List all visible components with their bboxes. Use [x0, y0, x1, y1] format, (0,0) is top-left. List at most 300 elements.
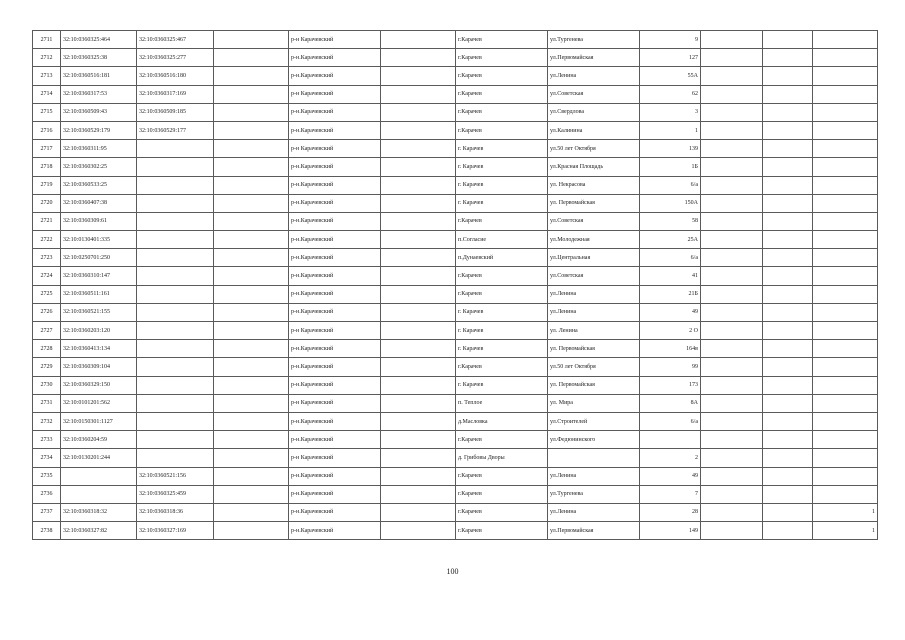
table-row [33, 49, 878, 67]
cadastral-number-cell: 32:10:0360204:59 [61, 431, 137, 449]
blank-column-2-cell [381, 376, 456, 394]
street-cell: ул.Советская [548, 85, 640, 103]
settlement-cell: г.Карачев [456, 485, 548, 503]
table-row [33, 212, 878, 230]
settlement-cell: д.Масловка [456, 412, 548, 430]
parent-cadastral-number-cell [137, 194, 214, 212]
district-cell: р-н.Карачевский [289, 485, 381, 503]
cadastral-number-cell: 32:10:0360318:32 [61, 503, 137, 521]
street-cell: ул.Свердлова [548, 103, 640, 121]
street-cell: ул. Первомайская [548, 376, 640, 394]
house-number-cell: 164в [640, 340, 701, 358]
table-row [33, 431, 878, 449]
blank-column-cell [214, 394, 289, 412]
settlement-cell: п.Согласие [456, 231, 548, 249]
cadastral-number-cell: 32:10:0360329:150 [61, 376, 137, 394]
extra-column-2-cell [763, 194, 813, 212]
blank-column-cell [214, 467, 289, 485]
blank-column-2-cell [381, 412, 456, 430]
extra-column-2-cell [763, 376, 813, 394]
blank-column-cell [214, 67, 289, 85]
parent-cadastral-number-cell [137, 358, 214, 376]
street-cell: ул.Советская [548, 212, 640, 230]
street-cell: ул. Ленина [548, 322, 640, 340]
house-number-cell: 41 [640, 267, 701, 285]
settlement-cell: г.Карачев [456, 49, 548, 67]
quantity-cell [813, 376, 878, 394]
blank-column-2-cell [381, 503, 456, 521]
house-number-cell: 7 [640, 485, 701, 503]
blank-column-2-cell [381, 194, 456, 212]
parent-cadastral-number-cell [137, 158, 214, 176]
cadastral-number-cell: 32:10:0360533:25 [61, 176, 137, 194]
street-cell [548, 449, 640, 467]
blank-column-cell [214, 522, 289, 540]
quantity-cell [813, 431, 878, 449]
street-cell: ул.Ленина [548, 67, 640, 85]
cadastral-number-cell: 32:10:0360203:120 [61, 322, 137, 340]
extra-column-1-cell [701, 67, 763, 85]
blank-column-2-cell [381, 140, 456, 158]
house-number-cell: 25А [640, 231, 701, 249]
table-row [33, 67, 878, 85]
street-cell: ул.Ленина [548, 285, 640, 303]
district-cell: р-н.Карачевский [289, 503, 381, 521]
extra-column-1-cell [701, 103, 763, 121]
cadastral-number-cell: 32:10:0360327:82 [61, 522, 137, 540]
settlement-cell: д. Грибовы Дворы [456, 449, 548, 467]
blank-column-cell [214, 303, 289, 321]
row-number-cell: 2719 [33, 176, 61, 194]
district-cell: р-н.Карачевский [289, 285, 381, 303]
blank-column-2-cell [381, 49, 456, 67]
house-number-cell: 28 [640, 503, 701, 521]
row-number-cell: 2729 [33, 358, 61, 376]
district-cell: р-н Карачевский [289, 394, 381, 412]
parent-cadastral-number-cell: 32:10:0360318:36 [137, 503, 214, 521]
parent-cadastral-number-cell [137, 303, 214, 321]
row-number-cell: 2713 [33, 67, 61, 85]
extra-column-1-cell [701, 212, 763, 230]
blank-column-cell [214, 249, 289, 267]
extra-column-2-cell [763, 522, 813, 540]
blank-column-2-cell [381, 267, 456, 285]
table-row [33, 412, 878, 430]
table-row [33, 449, 878, 467]
cadastral-number-cell: 32:10:0360511:161 [61, 285, 137, 303]
blank-column-cell [214, 85, 289, 103]
district-cell: р-н Карачевский [289, 85, 381, 103]
blank-column-cell [214, 194, 289, 212]
street-cell: ул.Советская [548, 267, 640, 285]
blank-column-2-cell [381, 431, 456, 449]
extra-column-1-cell [701, 303, 763, 321]
district-cell: р-н.Карачевский [289, 103, 381, 121]
table-body [33, 31, 878, 540]
street-cell: ул.Федюнинского [548, 431, 640, 449]
parent-cadastral-number-cell [137, 249, 214, 267]
row-number-cell: 2725 [33, 285, 61, 303]
table-row [33, 31, 878, 49]
extra-column-1-cell [701, 285, 763, 303]
table-row [33, 376, 878, 394]
extra-column-1-cell [701, 449, 763, 467]
house-number-cell: 62 [640, 85, 701, 103]
extra-column-1-cell [701, 340, 763, 358]
table-row [33, 85, 878, 103]
street-cell: ул.Калинина [548, 121, 640, 139]
quantity-cell [813, 140, 878, 158]
house-number-cell: 21Б [640, 285, 701, 303]
house-number-cell: 139 [640, 140, 701, 158]
extra-column-2-cell [763, 449, 813, 467]
district-cell: р-н.Карачевский [289, 358, 381, 376]
row-number-cell: 2728 [33, 340, 61, 358]
blank-column-cell [214, 340, 289, 358]
quantity-cell [813, 449, 878, 467]
district-cell: р-н.Карачевский [289, 158, 381, 176]
parent-cadastral-number-cell [137, 140, 214, 158]
row-number-cell: 2727 [33, 322, 61, 340]
row-number-cell: 2726 [33, 303, 61, 321]
settlement-cell: г. Карачев [456, 340, 548, 358]
district-cell: р-н.Карачевский [289, 176, 381, 194]
row-number-cell: 2711 [33, 31, 61, 49]
quantity-cell [813, 85, 878, 103]
blank-column-2-cell [381, 449, 456, 467]
table-row [33, 522, 878, 540]
table-row [33, 467, 878, 485]
extra-column-2-cell [763, 67, 813, 85]
quantity-cell [813, 212, 878, 230]
quantity-cell [813, 121, 878, 139]
settlement-cell: п. Теплое [456, 394, 548, 412]
blank-column-2-cell [381, 249, 456, 267]
extra-column-1-cell [701, 394, 763, 412]
settlement-cell: г. Карачев [456, 322, 548, 340]
extra-column-2-cell [763, 431, 813, 449]
blank-column-cell [214, 176, 289, 194]
extra-column-1-cell [701, 522, 763, 540]
cadastral-number-cell: 32:10:0360516:181 [61, 67, 137, 85]
blank-column-cell [214, 285, 289, 303]
blank-column-cell [214, 49, 289, 67]
parent-cadastral-number-cell: 32:10:0360529:177 [137, 121, 214, 139]
cadastral-number-cell: 32:10:0360529:179 [61, 121, 137, 139]
quantity-cell [813, 485, 878, 503]
settlement-cell: г.Карачев [456, 267, 548, 285]
district-cell: р-н.Карачевский [289, 376, 381, 394]
house-number-cell: 2 [640, 449, 701, 467]
extra-column-2-cell [763, 267, 813, 285]
house-number-cell: 58 [640, 212, 701, 230]
blank-column-2-cell [381, 158, 456, 176]
blank-column-cell [214, 412, 289, 430]
blank-column-cell [214, 121, 289, 139]
table-row [33, 303, 878, 321]
street-cell: ул.Молодежная [548, 231, 640, 249]
settlement-cell: г.Карачев [456, 467, 548, 485]
table-row [33, 176, 878, 194]
district-cell: р-н Карачевский [289, 31, 381, 49]
street-cell: ул.50 лет Октября [548, 358, 640, 376]
row-number-cell: 2732 [33, 412, 61, 430]
house-number-cell: 149 [640, 522, 701, 540]
house-number-cell: 49 [640, 303, 701, 321]
extra-column-2-cell [763, 467, 813, 485]
parent-cadastral-number-cell [137, 376, 214, 394]
extra-column-2-cell [763, 212, 813, 230]
table-row [33, 322, 878, 340]
blank-column-2-cell [381, 394, 456, 412]
extra-column-1-cell [701, 358, 763, 376]
extra-column-2-cell [763, 176, 813, 194]
extra-column-1-cell [701, 49, 763, 67]
blank-column-cell [214, 376, 289, 394]
blank-column-2-cell [381, 522, 456, 540]
quantity-cell [813, 322, 878, 340]
table-row [33, 285, 878, 303]
table-row [33, 194, 878, 212]
cadastral-number-cell: 32:10:0101201:562 [61, 394, 137, 412]
blank-column-2-cell [381, 231, 456, 249]
street-cell: ул.Центральная [548, 249, 640, 267]
district-cell: р-н.Карачевский [289, 49, 381, 67]
district-cell: р-н.Карачевский [289, 412, 381, 430]
district-cell: р-н.Карачевский [289, 340, 381, 358]
table-row [33, 103, 878, 121]
table-row [33, 485, 878, 503]
extra-column-2-cell [763, 358, 813, 376]
settlement-cell: г.Карачев [456, 31, 548, 49]
parent-cadastral-number-cell [137, 431, 214, 449]
street-cell: ул.Ленина [548, 467, 640, 485]
district-cell: р-н.Карачевский [289, 67, 381, 85]
district-cell: р-н.Карачевский [289, 121, 381, 139]
extra-column-2-cell [763, 49, 813, 67]
extra-column-2-cell [763, 140, 813, 158]
blank-column-cell [214, 503, 289, 521]
district-cell: р-н.Карачевский [289, 249, 381, 267]
house-number-cell: 99 [640, 358, 701, 376]
table-row [33, 503, 878, 521]
cadastral-number-cell: 32:10:0360309:104 [61, 358, 137, 376]
quantity-cell [813, 412, 878, 430]
house-number-cell: 6/а [640, 412, 701, 430]
parent-cadastral-number-cell: 32:10:0360325:467 [137, 31, 214, 49]
row-number-cell: 2716 [33, 121, 61, 139]
blank-column-cell [214, 31, 289, 49]
settlement-cell: г.Карачев [456, 431, 548, 449]
row-number-cell: 2738 [33, 522, 61, 540]
house-number-cell [640, 431, 701, 449]
blank-column-2-cell [381, 303, 456, 321]
street-cell: ул.50 лет Октября [548, 140, 640, 158]
settlement-cell: г.Карачев [456, 212, 548, 230]
district-cell: р-н Карачевский [289, 449, 381, 467]
quantity-cell [813, 158, 878, 176]
cadastral-number-cell: 32:10:0360317:53 [61, 85, 137, 103]
district-cell: р-н.Карачевский [289, 212, 381, 230]
extra-column-2-cell [763, 158, 813, 176]
quantity-cell [813, 467, 878, 485]
extra-column-1-cell [701, 267, 763, 285]
settlement-cell: г. Карачев [456, 194, 548, 212]
cadastral-number-cell: 32:10:0360309:61 [61, 212, 137, 230]
settlement-cell: г.Карачев [456, 358, 548, 376]
row-number-cell: 2733 [33, 431, 61, 449]
extra-column-2-cell [763, 85, 813, 103]
row-number-cell: 2734 [33, 449, 61, 467]
cadastral-number-cell: 32:10:0360311:95 [61, 140, 137, 158]
blank-column-2-cell [381, 121, 456, 139]
row-number-cell: 2736 [33, 485, 61, 503]
extra-column-1-cell [701, 249, 763, 267]
settlement-cell: п.Дунаевский [456, 249, 548, 267]
house-number-cell: 9 [640, 31, 701, 49]
extra-column-2-cell [763, 103, 813, 121]
row-number-cell: 2737 [33, 503, 61, 521]
house-number-cell: 3 [640, 103, 701, 121]
table-row [33, 394, 878, 412]
extra-column-1-cell [701, 85, 763, 103]
extra-column-2-cell [763, 340, 813, 358]
parent-cadastral-number-cell: 32:10:0360327:169 [137, 522, 214, 540]
blank-column-cell [214, 267, 289, 285]
quantity-cell [813, 249, 878, 267]
table-row [33, 358, 878, 376]
extra-column-2-cell [763, 394, 813, 412]
extra-column-2-cell [763, 503, 813, 521]
table-row [33, 340, 878, 358]
cadastral-number-cell: 32:10:0250701:250 [61, 249, 137, 267]
cadastral-number-cell: 32:10:0360521:155 [61, 303, 137, 321]
house-number-cell: 8А [640, 394, 701, 412]
quantity-cell [813, 103, 878, 121]
row-number-cell: 2717 [33, 140, 61, 158]
district-cell: р-н Карачевский [289, 140, 381, 158]
quantity-cell [813, 340, 878, 358]
row-number-cell: 2735 [33, 467, 61, 485]
settlement-cell: г.Карачев [456, 85, 548, 103]
cadastral-number-cell: 32:10:0360413:134 [61, 340, 137, 358]
row-number-cell: 2723 [33, 249, 61, 267]
table-row [33, 231, 878, 249]
house-number-cell: 6/а [640, 249, 701, 267]
quantity-cell [813, 285, 878, 303]
settlement-cell: г.Карачев [456, 67, 548, 85]
blank-column-cell [214, 212, 289, 230]
settlement-cell: г. Карачев [456, 176, 548, 194]
row-number-cell: 2712 [33, 49, 61, 67]
cadastral-number-cell: 32:10:0130201:244 [61, 449, 137, 467]
street-cell: ул.Красная Площадь [548, 158, 640, 176]
parent-cadastral-number-cell [137, 176, 214, 194]
parent-cadastral-number-cell [137, 212, 214, 230]
district-cell: р-н.Карачевский [289, 231, 381, 249]
blank-column-cell [214, 158, 289, 176]
cadastral-number-cell: 32:10:0150301:1127 [61, 412, 137, 430]
extra-column-1-cell [701, 121, 763, 139]
settlement-cell: г.Карачев [456, 103, 548, 121]
parent-cadastral-number-cell [137, 322, 214, 340]
blank-column-cell [214, 231, 289, 249]
settlement-cell: г. Карачев [456, 140, 548, 158]
parent-cadastral-number-cell: 32:10:0360325:277 [137, 49, 214, 67]
extra-column-1-cell [701, 467, 763, 485]
registry-table [32, 30, 878, 540]
cadastral-number-cell: 32:10:0360509:43 [61, 103, 137, 121]
house-number-cell: 127 [640, 49, 701, 67]
blank-column-2-cell [381, 212, 456, 230]
extra-column-1-cell [701, 158, 763, 176]
blank-column-2-cell [381, 176, 456, 194]
house-number-cell: 1Б [640, 158, 701, 176]
house-number-cell: 49 [640, 467, 701, 485]
row-number-cell: 2714 [33, 85, 61, 103]
extra-column-1-cell [701, 31, 763, 49]
parent-cadastral-number-cell [137, 285, 214, 303]
blank-column-2-cell [381, 485, 456, 503]
blank-column-2-cell [381, 322, 456, 340]
settlement-cell: г. Карачев [456, 303, 548, 321]
house-number-cell: 6/а [640, 176, 701, 194]
extra-column-2-cell [763, 231, 813, 249]
extra-column-2-cell [763, 121, 813, 139]
row-number-cell: 2731 [33, 394, 61, 412]
table-row [33, 121, 878, 139]
row-number-cell: 2722 [33, 231, 61, 249]
blank-column-2-cell [381, 85, 456, 103]
street-cell: ул.Строителей [548, 412, 640, 430]
extra-column-1-cell [701, 485, 763, 503]
house-number-cell: 173 [640, 376, 701, 394]
district-cell: р-н.Карачевский [289, 303, 381, 321]
cadastral-number-cell [61, 485, 137, 503]
extra-column-2-cell [763, 303, 813, 321]
street-cell: ул. Первомайская [548, 340, 640, 358]
street-cell: ул.Первомайская [548, 49, 640, 67]
extra-column-2-cell [763, 285, 813, 303]
extra-column-1-cell [701, 231, 763, 249]
cadastral-number-cell: 32:10:0360407:38 [61, 194, 137, 212]
row-number-cell: 2724 [33, 267, 61, 285]
extra-column-1-cell [701, 176, 763, 194]
house-number-cell: 2 О [640, 322, 701, 340]
quantity-cell: 1 [813, 522, 878, 540]
extra-column-1-cell [701, 412, 763, 430]
parent-cadastral-number-cell: 32:10:0360516:180 [137, 67, 214, 85]
parent-cadastral-number-cell: 32:10:0360509:185 [137, 103, 214, 121]
parent-cadastral-number-cell [137, 449, 214, 467]
parent-cadastral-number-cell [137, 231, 214, 249]
blank-column-2-cell [381, 340, 456, 358]
extra-column-2-cell [763, 412, 813, 430]
cadastral-number-cell: 32:10:0130401:335 [61, 231, 137, 249]
blank-column-2-cell [381, 103, 456, 121]
house-number-cell: 55А [640, 67, 701, 85]
quantity-cell [813, 194, 878, 212]
blank-column-2-cell [381, 467, 456, 485]
page-number: 100 [446, 567, 459, 576]
table-row [33, 158, 878, 176]
district-cell: р-н.Карачевский [289, 431, 381, 449]
table-row [33, 249, 878, 267]
extra-column-1-cell [701, 431, 763, 449]
settlement-cell: г.Карачев [456, 503, 548, 521]
blank-column-2-cell [381, 358, 456, 376]
quantity-cell [813, 231, 878, 249]
